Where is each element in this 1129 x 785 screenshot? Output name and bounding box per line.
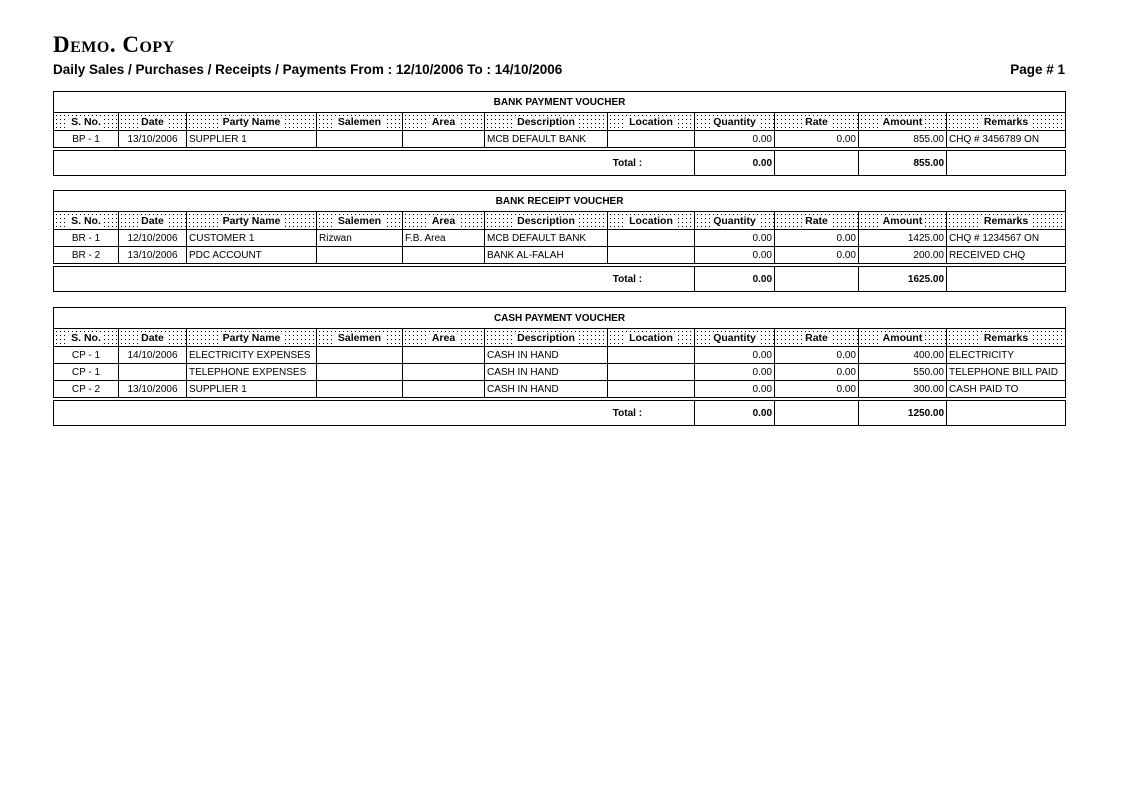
table-cell <box>608 230 695 247</box>
total-label: Total : <box>54 151 695 176</box>
table-cell: MCB DEFAULT BANK <box>485 131 608 148</box>
column-header: Party Name <box>187 329 317 347</box>
table-cell: BR - 2 <box>54 247 119 264</box>
voucher-table <box>53 307 1066 398</box>
table-row <box>54 131 1066 148</box>
column-header: Rate <box>775 113 859 131</box>
column-header: Date <box>119 113 187 131</box>
table-cell: TELEPHONE EXPENSES <box>187 364 317 381</box>
section-title: BANK RECEIPT VOUCHER <box>54 191 1066 212</box>
table-cell: 200.00 <box>859 247 947 264</box>
table-cell: 0.00 <box>775 247 859 264</box>
report-brand: Demo. Copy <box>53 32 175 57</box>
table-cell: BP - 1 <box>54 131 119 148</box>
section-title: CASH PAYMENT VOUCHER <box>54 308 1066 329</box>
table-cell <box>317 247 403 264</box>
table-cell: MCB DEFAULT BANK <box>485 230 608 247</box>
table-cell <box>317 364 403 381</box>
total-quantity: 0.00 <box>695 401 775 426</box>
table-cell: CP - 1 <box>54 364 119 381</box>
table-cell: TELEPHONE BILL PAID <box>947 364 1066 381</box>
table-cell: CP - 1 <box>54 347 119 364</box>
column-header: Area <box>403 113 485 131</box>
table-cell: CHQ # 3456789 ON <box>947 131 1066 148</box>
table-cell <box>403 247 485 264</box>
column-header: Remarks <box>947 329 1066 347</box>
column-header: Quantity <box>695 113 775 131</box>
total-remarks <box>947 401 1066 426</box>
voucher-section <box>53 91 1065 176</box>
table-row <box>54 347 1066 364</box>
total-remarks <box>947 267 1066 292</box>
total-amount: 1250.00 <box>859 401 947 426</box>
table-cell: ELECTRICITY <box>947 347 1066 364</box>
table-cell: CHQ # 1234567 ON <box>947 230 1066 247</box>
total-quantity: 0.00 <box>695 151 775 176</box>
column-header: Description <box>485 113 608 131</box>
column-header: Party Name <box>187 113 317 131</box>
column-header: Quantity <box>695 212 775 230</box>
column-header: Remarks <box>947 113 1066 131</box>
table-cell: CUSTOMER 1 <box>187 230 317 247</box>
table-cell: 0.00 <box>775 381 859 398</box>
table-cell: BANK AL-FALAH <box>485 247 608 264</box>
table-row <box>54 364 1066 381</box>
column-header: S. No. <box>54 329 119 347</box>
section-title: BANK PAYMENT VOUCHER <box>54 92 1066 113</box>
table-cell: 0.00 <box>695 364 775 381</box>
column-header: Rate <box>775 329 859 347</box>
table-cell: 855.00 <box>859 131 947 148</box>
total-rate <box>775 151 859 176</box>
total-amount: 855.00 <box>859 151 947 176</box>
table-cell <box>317 131 403 148</box>
table-cell: 14/10/2006 <box>119 347 187 364</box>
total-label: Total : <box>54 401 695 426</box>
table-cell <box>403 131 485 148</box>
column-header: Date <box>119 212 187 230</box>
column-header-row <box>54 329 1066 347</box>
total-label: Total : <box>54 267 695 292</box>
column-header: Rate <box>775 212 859 230</box>
column-header: Area <box>403 212 485 230</box>
column-header: Salemen <box>317 329 403 347</box>
table-cell <box>608 347 695 364</box>
table-cell: 0.00 <box>775 364 859 381</box>
voucher-table <box>53 91 1066 148</box>
total-amount: 1625.00 <box>859 267 947 292</box>
column-header: Remarks <box>947 212 1066 230</box>
page-number: Page # 1 <box>1010 62 1065 77</box>
column-header-row <box>54 113 1066 131</box>
voucher-section <box>53 190 1065 292</box>
table-cell: 0.00 <box>775 347 859 364</box>
table-cell: Rizwan <box>317 230 403 247</box>
table-cell <box>403 347 485 364</box>
table-cell: 12/10/2006 <box>119 230 187 247</box>
column-header: S. No. <box>54 212 119 230</box>
table-cell: ELECTRICITY EXPENSES <box>187 347 317 364</box>
column-header: Amount <box>859 113 947 131</box>
table-cell: F.B. Area <box>403 230 485 247</box>
table-cell: 1425.00 <box>859 230 947 247</box>
column-header: Location <box>608 212 695 230</box>
table-cell: 13/10/2006 <box>119 247 187 264</box>
voucher-section <box>53 307 1065 426</box>
column-header: Salemen <box>317 212 403 230</box>
table-cell: RECEIVED CHQ <box>947 247 1066 264</box>
table-cell: 550.00 <box>859 364 947 381</box>
table-cell: CASH PAID TO <box>947 381 1066 398</box>
column-header: Quantity <box>695 329 775 347</box>
column-header: Area <box>403 329 485 347</box>
column-header: Amount <box>859 212 947 230</box>
table-cell <box>608 247 695 264</box>
table-cell: 0.00 <box>695 230 775 247</box>
table-cell: BR - 1 <box>54 230 119 247</box>
table-cell <box>608 364 695 381</box>
total-remarks <box>947 151 1066 176</box>
table-cell: 0.00 <box>695 381 775 398</box>
table-cell <box>403 364 485 381</box>
total-row <box>53 400 1066 426</box>
table-cell: 0.00 <box>775 131 859 148</box>
column-header-row <box>54 212 1066 230</box>
column-header: Location <box>608 329 695 347</box>
table-cell <box>119 364 187 381</box>
column-header: Party Name <box>187 212 317 230</box>
total-row <box>53 150 1066 176</box>
table-cell: 0.00 <box>695 131 775 148</box>
table-cell <box>403 381 485 398</box>
table-cell: CASH IN HAND <box>485 347 608 364</box>
table-row <box>54 247 1066 264</box>
table-cell: 13/10/2006 <box>119 381 187 398</box>
table-cell: SUPPLIER 1 <box>187 381 317 398</box>
column-header: Salemen <box>317 113 403 131</box>
table-cell: 400.00 <box>859 347 947 364</box>
table-cell <box>317 381 403 398</box>
table-cell <box>317 347 403 364</box>
table-cell <box>608 131 695 148</box>
table-cell: PDC ACCOUNT <box>187 247 317 264</box>
total-rate <box>775 267 859 292</box>
table-cell: SUPPLIER 1 <box>187 131 317 148</box>
table-cell: 300.00 <box>859 381 947 398</box>
column-header: Amount <box>859 329 947 347</box>
table-cell: 0.00 <box>775 230 859 247</box>
table-row <box>54 230 1066 247</box>
total-quantity: 0.00 <box>695 267 775 292</box>
column-header: Date <box>119 329 187 347</box>
table-row <box>54 381 1066 398</box>
total-rate <box>775 401 859 426</box>
column-header: Description <box>485 329 608 347</box>
table-cell: 0.00 <box>695 347 775 364</box>
table-cell: CASH IN HAND <box>485 364 608 381</box>
table-cell <box>608 381 695 398</box>
table-cell: 13/10/2006 <box>119 131 187 148</box>
table-cell: CASH IN HAND <box>485 381 608 398</box>
column-header: Description <box>485 212 608 230</box>
voucher-table <box>53 190 1066 264</box>
table-cell: CP - 2 <box>54 381 119 398</box>
table-cell: 0.00 <box>695 247 775 264</box>
report-subtitle: Daily Sales / Purchases / Receipts / Payments From : 12/10/2006 To : 14/10/2006 <box>53 62 563 77</box>
column-header: Location <box>608 113 695 131</box>
column-header: S. No. <box>54 113 119 131</box>
total-row <box>53 266 1066 292</box>
